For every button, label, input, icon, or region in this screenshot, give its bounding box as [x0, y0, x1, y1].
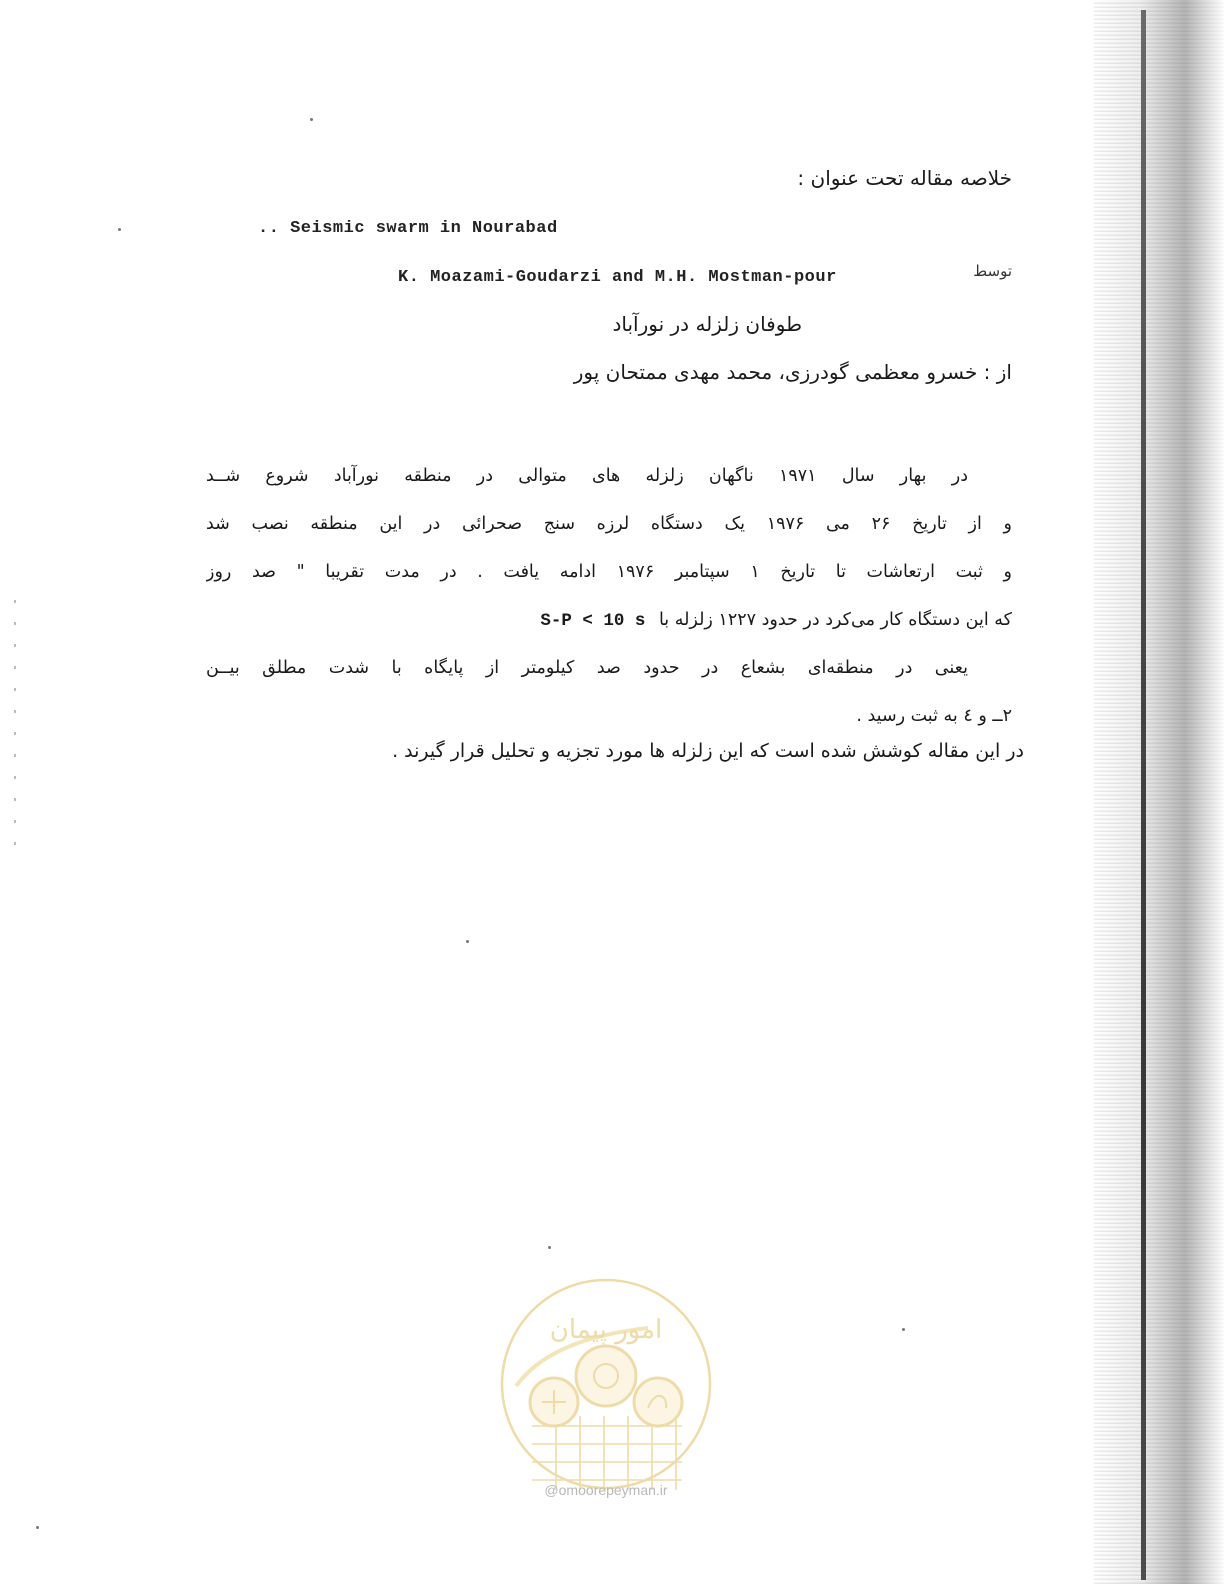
body-line-text: که این دستگاه کار می‌کرد در حدود ۱۲۲۷ زلزله با — [658, 610, 1012, 630]
authors-english: K. Moazami-Goudarzi and M.H. Mostman-pour — [398, 268, 837, 287]
title-persian: طوفان زلزله در نورآباد — [612, 312, 802, 336]
summary-heading: خلاصه مقاله تحت عنوان : — [797, 166, 1012, 190]
scan-left-marks — [14, 600, 16, 860]
body-line: و از تاریخ ۲۶ می ۱۹۷۶ یک دستگاه لرزه سنج صحرائی در این منطقه نصب شد — [206, 514, 1012, 534]
authors-persian: از : خسرو معظمی گودرزی، محمد مهدی ممتحان پور — [573, 360, 1012, 384]
scan-speck — [466, 940, 469, 943]
scan-binding-line — [1141, 10, 1146, 1580]
scan-speck — [118, 228, 121, 231]
abstract-body — [206, 452, 1012, 740]
watermark-logo-text: امور پیمان — [549, 1315, 663, 1345]
body-line-with-formula — [206, 596, 1012, 644]
body-line: و ثبت ارتعاشات تا تاریخ ۱ سپتامبر ۱۹۷۶ ادامه یافت . در مدت تقریبا " صد روز — [206, 562, 1012, 582]
scan-speck — [548, 1246, 551, 1249]
scan-shadow-edge — [1094, 0, 1224, 1584]
scan-speck — [902, 1328, 905, 1331]
sp-formula: S-P < 10 s — [540, 611, 646, 631]
body-line: ۲ــ و ٤ به ثبت رسید . — [856, 706, 1012, 726]
by-label: توسط — [973, 262, 1012, 280]
watermark-url: @omoorepeyman.ir — [544, 1482, 668, 1498]
closing-paragraph: در این مقاله کوشش شده است که این زلزله ها مورد تجزیه و تحلیل قرار گیرند . — [392, 740, 1024, 762]
body-line: یعنی در منطقه‌ای بشعاع در حدود صد کیلومتر از پایگاه با شدت مطلق بیــن — [206, 658, 968, 678]
title-english: .. Seismic swarm in Nourabad — [258, 219, 558, 238]
body-line: در بهار سال ۱۹۷۱ ناگهان زلزله های متوالی در منطقه نورآباد شروع شــد — [206, 466, 968, 486]
scan-speck — [310, 118, 313, 121]
watermark-logo — [498, 1276, 714, 1508]
scan-speck — [36, 1526, 39, 1529]
